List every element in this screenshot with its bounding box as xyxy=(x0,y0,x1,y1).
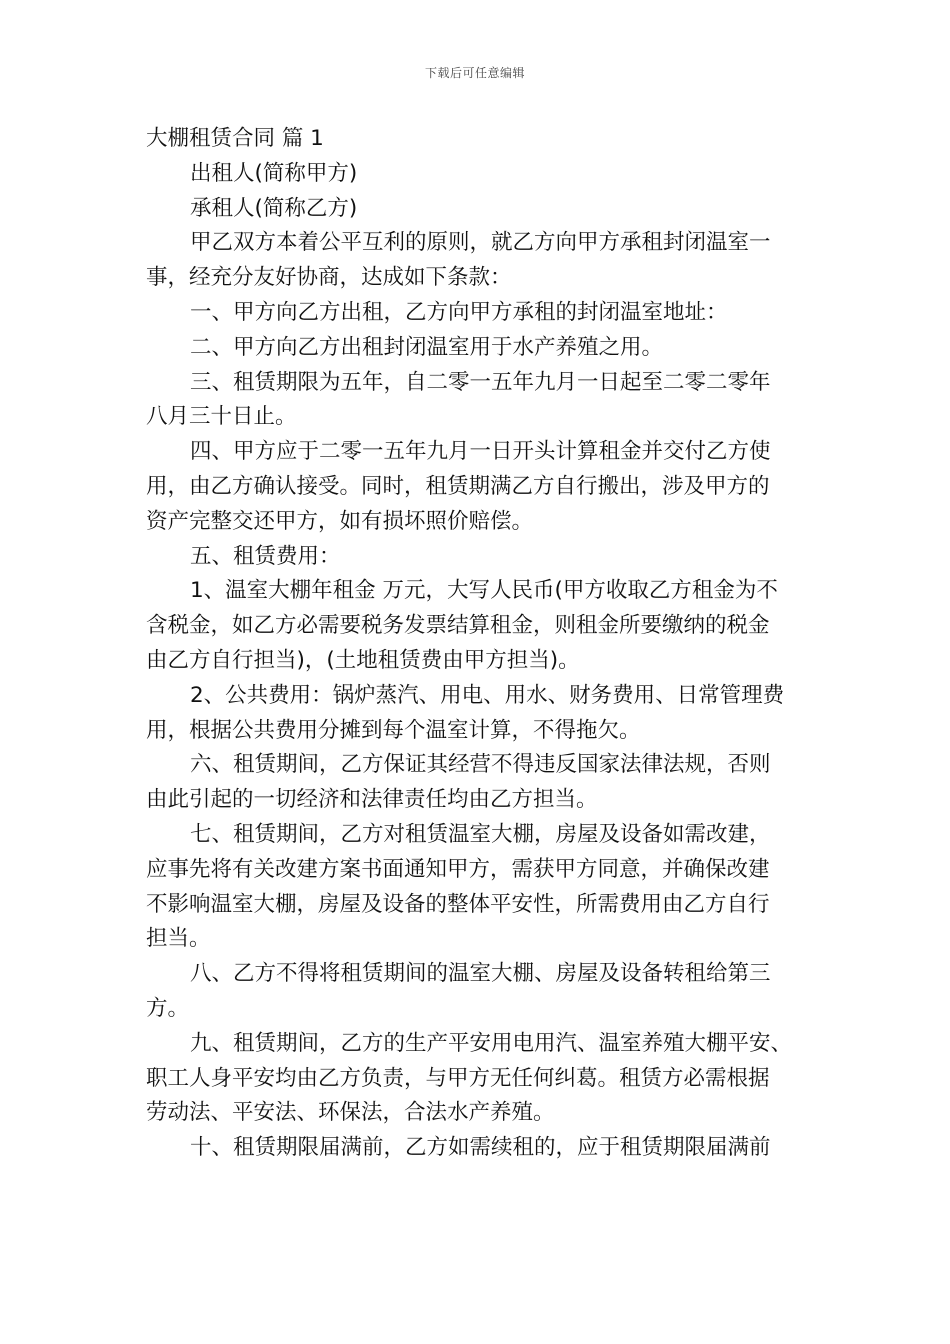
paragraph-line: 八、乙方不得将租赁期间的温室大棚、房屋及设备转租给第三 xyxy=(190,961,771,987)
paragraph-line: 方。 xyxy=(146,995,190,1021)
paragraph-line: 九、租赁期间，乙方的生产平安用电用汽、温室养殖大棚平安、 xyxy=(190,1030,793,1056)
paragraph-line: 资产完整交还甲方，如有损坏照价赔偿。 xyxy=(146,508,534,534)
paragraph-line: 二、甲方向乙方出租封闭温室用于水产养殖之用。 xyxy=(190,334,664,360)
document-title: 大棚租赁合同 篇 1 xyxy=(146,126,324,151)
paragraph-line: 由此引起的一切经济和法律责任均由乙方担当。 xyxy=(146,787,598,813)
paragraph-line: 十、租赁期限届满前，乙方如需续租的，应于租赁期限届满前 xyxy=(190,1135,771,1161)
paragraph-line: 用，根据公共费用分摊到每个温室计算，不得拖欠。 xyxy=(146,717,641,743)
paragraph-line: 由乙方自行担当)，(土地租赁费由甲方担当)。 xyxy=(146,647,580,673)
paragraph-line: 职工人身平安均由乙方负责，与甲方无任何纠葛。租赁方必需根据 xyxy=(146,1065,770,1091)
paragraph-line: 五、租赁费用： xyxy=(190,543,341,569)
paragraph-line: 不影响温室大棚，房屋及设备的整体平安性，所需费用由乙方自行 xyxy=(146,891,770,917)
paragraph-line: 三、租赁期限为五年，自二零一五年九月一日起至二零二零年 xyxy=(190,369,771,395)
paragraph-line: 1、温室大棚年租金 万元，大写人民币(甲方收取乙方租金为不 xyxy=(190,578,778,604)
paragraph-line: 用，由乙方确认接受。同时，租赁期满乙方自行搬出，涉及甲方的 xyxy=(146,473,770,499)
paragraph-line: 2、公共费用：锅炉蒸汽、用电、用水、财务费用、日常管理费 xyxy=(190,682,785,708)
paragraph-line: 一、甲方向乙方出租，乙方向甲方承租的封闭温室地址： xyxy=(190,299,728,325)
paragraph-line: 八月三十日止。 xyxy=(146,404,297,430)
paragraph-line: 七、租赁期间，乙方对租赁温室大棚，房屋及设备如需改建， xyxy=(190,821,771,847)
paragraph-line: 事，经充分友好协商，达成如下条款： xyxy=(146,265,512,291)
paragraph-line: 担当。 xyxy=(146,926,211,952)
paragraph-line: 含税金，如乙方必需要税务发票结算租金，则租金所要缴纳的税金 xyxy=(146,613,770,639)
paragraph-line: 出租人(简称甲方) xyxy=(190,160,358,186)
paragraph-line: 六、租赁期间，乙方保证其经营不得违反国家法律法规，否则 xyxy=(190,752,771,778)
paragraph-line: 承租人(简称乙方) xyxy=(190,195,358,221)
document-body xyxy=(146,122,810,1166)
paragraph-line: 应事先将有关改建方案书面通知甲方，需获甲方同意，并确保改建 xyxy=(146,856,770,882)
paragraph-line: 四、甲方应于二零一五年九月一日开头计算租金并交付乙方使 xyxy=(190,439,771,465)
paragraph-line: 劳动法、平安法、环保法，合法水产养殖。 xyxy=(146,1100,555,1126)
page-header-note: 下载后可任意编辑 xyxy=(424,66,525,80)
paragraph-line: 甲乙双方本着公平互利的原则，就乙方向甲方承租封闭温室一 xyxy=(190,230,771,256)
